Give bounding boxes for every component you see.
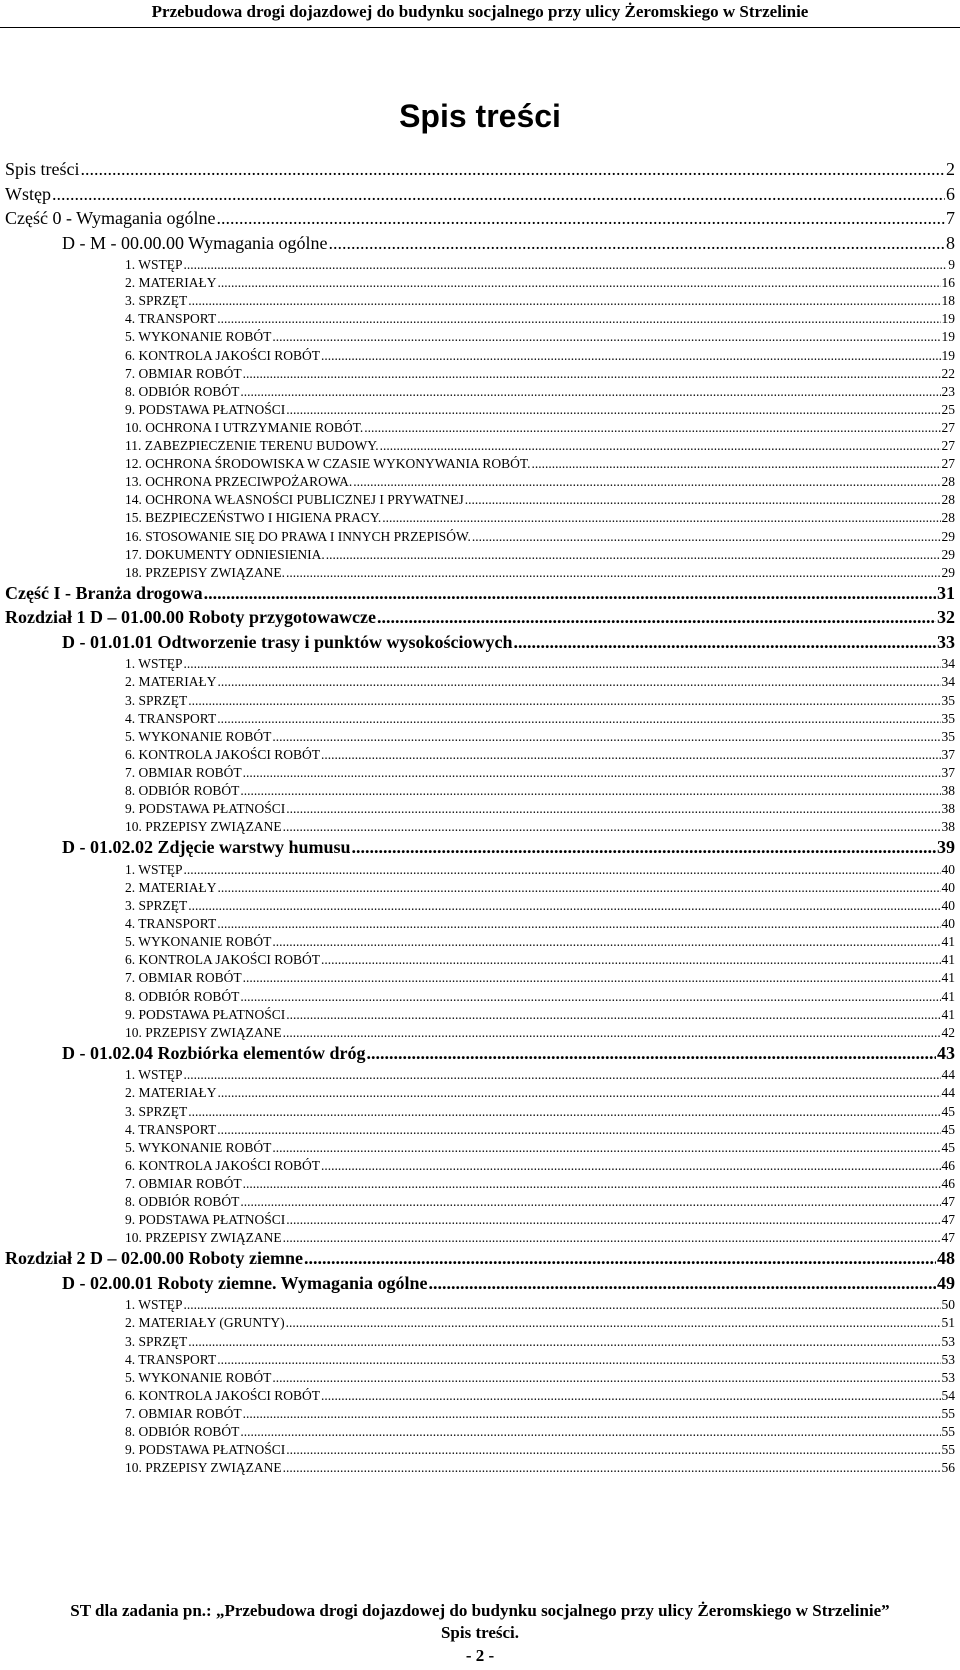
toc-entry-page: 53: [941, 1351, 955, 1367]
toc-entry-label: 5. WYKONANIE ROBÓT: [125, 1369, 272, 1385]
toc-leader-dots: [217, 311, 940, 327]
toc-entry-label: 18. PRZEPISY ZWIĄZANE.: [125, 564, 285, 580]
toc-entry-label: 6. KONTROLA JAKOŚCI ROBÓT: [125, 952, 321, 968]
toc-entry[interactable]: [5, 583, 955, 608]
toc-entry-label: 17. DOKUMENTY ODNIESIENIA.: [125, 546, 325, 562]
toc-leader-dots: [272, 934, 940, 950]
toc-entry-page: 29: [941, 528, 955, 544]
toc-leader-dots: [243, 366, 941, 382]
toc-entry[interactable]: [125, 952, 955, 970]
toc-entry-label: 3. SPRZĘT: [125, 692, 188, 708]
toc-entry[interactable]: [5, 607, 955, 632]
toc-leader-dots: [217, 916, 940, 932]
toc-entry[interactable]: [125, 1442, 955, 1460]
toc-entry[interactable]: [125, 934, 955, 952]
toc-entry[interactable]: [125, 1122, 955, 1140]
toc-entry[interactable]: [125, 1194, 955, 1212]
toc-entry-page: 42: [941, 1024, 955, 1040]
toc-entry[interactable]: [125, 1334, 955, 1352]
toc-entry[interactable]: [125, 492, 955, 510]
toc-leader-dots: [188, 293, 940, 309]
toc-entry-label: Rozdział 2 D – 02.00.00 Roboty ziemne: [5, 1248, 303, 1269]
toc-entry-page: 38: [941, 819, 955, 835]
toc-entry[interactable]: [125, 329, 955, 347]
toc-entry-label: 9. PODSTAWA PŁATNOŚCI: [125, 1212, 286, 1228]
toc-leader-dots: [321, 1158, 940, 1174]
toc-leader-dots: [286, 1442, 940, 1458]
toc-entry[interactable]: [125, 1067, 955, 1085]
toc-entry-page: 55: [941, 1424, 955, 1439]
toc-entry[interactable]: [125, 819, 955, 837]
toc-entry-page: 19: [941, 329, 955, 345]
toc-entry[interactable]: [125, 1297, 955, 1315]
toc-entry[interactable]: [62, 632, 955, 657]
toc-entry-page: 16: [941, 275, 955, 291]
toc-leader-dots: [272, 1140, 940, 1156]
toc-entry[interactable]: [125, 1352, 955, 1370]
toc-entry[interactable]: [125, 693, 955, 711]
toc-entry[interactable]: [125, 275, 955, 293]
toc-entry[interactable]: [125, 1460, 955, 1478]
toc-entry-label: 1. WSTĘP: [125, 656, 183, 672]
toc-entry[interactable]: [125, 1212, 955, 1230]
footer-line-1: ST dla zadania pn.: „Przebudowa drogi dojazdowej do budynku socjalnego przy ulicy Żeromskiego w Strzelinie”: [70, 1601, 890, 1620]
toc-leader-dots: [217, 711, 940, 727]
toc-entry-label: 3. SPRZĘT: [125, 898, 188, 913]
toc-entry-page: 34: [941, 656, 955, 672]
toc-entry-label: 1. WSTĘP: [125, 861, 183, 877]
toc-entry[interactable]: [62, 233, 955, 258]
toc-leader-dots: [286, 801, 940, 817]
toc-entry-label: 8. ODBIÓR ROBÓT: [125, 783, 240, 798]
page-title: Spis treści: [399, 98, 561, 134]
toc-entry-page: 40: [941, 898, 955, 913]
toc-entry-label: 1. WSTĘP: [125, 1297, 183, 1313]
toc-entry-label: 1. WSTĘP: [125, 257, 183, 272]
toc-entry-label: 10. PRZEPISY ZWIĄZANE: [125, 1024, 282, 1040]
toc-entry-label: 2. MATERIAŁY: [125, 674, 217, 690]
toc-leader-dots: [240, 1424, 940, 1440]
toc-entry-label: Spis treści: [5, 159, 80, 179]
toc-leader-dots: [184, 656, 941, 672]
toc-leader-dots: [514, 632, 936, 653]
toc-entry-label: 2. MATERIAŁY: [125, 275, 217, 291]
toc-leader-dots: [286, 565, 941, 581]
toc-leader-dots: [428, 1273, 936, 1294]
toc-entry-label: 1. WSTĘP: [125, 1067, 183, 1083]
toc-entry-label: 10. OCHRONA I UTRZYMANIE ROBÓT.: [125, 419, 364, 435]
toc-entry-page: 51: [941, 1315, 955, 1331]
toc-entry-page: 38: [941, 783, 955, 798]
toc-entry[interactable]: [125, 1025, 955, 1043]
toc-entry[interactable]: [125, 1424, 955, 1442]
toc-entry-label: 5. WYKONANIE ROBÓT: [125, 728, 272, 744]
toc-leader-dots: [243, 1176, 941, 1192]
toc-leader-dots: [240, 384, 940, 400]
toc-entry-label: 4. TRANSPORT: [125, 1351, 217, 1367]
toc-entry-page: 23: [941, 383, 955, 399]
toc-leader-dots: [188, 1334, 940, 1350]
toc-entry[interactable]: [62, 1043, 955, 1068]
toc-leader-dots: [352, 837, 936, 858]
toc-entry-page: 46: [941, 1157, 955, 1173]
toc-entry-page: 35: [941, 728, 955, 744]
toc-leader-dots: [240, 783, 940, 799]
toc-entry-label: 16. STOSOWANIE SIĘ DO PRAWA I INNYCH PRZEPISÓW.: [125, 528, 471, 544]
toc-entry[interactable]: [125, 801, 955, 819]
toc-entry-page: 25: [941, 401, 955, 417]
toc-entry[interactable]: [5, 159, 955, 184]
toc-entry-label: 6. KONTROLA JAKOŚCI ROBÓT: [125, 1157, 321, 1173]
toc-entry-page: 27: [941, 438, 955, 453]
toc-entry[interactable]: [125, 862, 955, 880]
toc-entry[interactable]: [5, 184, 955, 209]
toc-entry-label: 2. MATERIAŁY: [125, 879, 217, 895]
toc-entry-label: D - M - 00.00.00 Wymagania ogólne: [62, 232, 328, 253]
toc-entry[interactable]: [125, 747, 955, 765]
toc-entry-label: 10. PRZEPISY ZWIĄZANE: [125, 819, 282, 835]
toc-leader-dots: [218, 880, 941, 896]
toc-leader-dots: [240, 1194, 940, 1210]
toc-entry-page: 22: [941, 365, 955, 381]
toc-entry-label: 9. PODSTAWA PŁATNOŚCI: [125, 1442, 286, 1458]
toc-entry[interactable]: [5, 1248, 955, 1273]
toc-entry[interactable]: [125, 729, 955, 747]
toc-entry[interactable]: [125, 384, 955, 402]
toc-entry-label: 11. ZABEZPIECZENIE TERENU BUDOWY.: [125, 438, 379, 453]
toc-entry-page: 27: [941, 456, 955, 472]
toc-entry[interactable]: [125, 1370, 955, 1388]
toc-entry[interactable]: [125, 1315, 955, 1333]
toc-leader-dots: [240, 989, 940, 1005]
toc-entry-label: 13. OCHRONA PRZECIWPOŻAROWA.: [125, 474, 353, 490]
toc-leader-dots: [243, 1406, 941, 1422]
toc-entry-page: 39: [937, 837, 955, 858]
toc-entry[interactable]: [125, 1230, 955, 1248]
footer-line-2: Spis treści.: [440, 1623, 520, 1642]
toc-entry[interactable]: [125, 456, 955, 474]
toc-entry[interactable]: [125, 916, 955, 934]
toc-leader-dots: [366, 1043, 936, 1064]
toc-entry-page: 28: [941, 474, 955, 490]
toc-entry-label: 12. OCHRONA ŚRODOWISKA W CZASIE WYKONYWANIA ROBÓT.: [125, 456, 531, 472]
toc-entry[interactable]: [125, 438, 955, 456]
toc-entry-page: 46: [941, 1175, 955, 1191]
toc-leader-dots: [353, 474, 940, 490]
toc-entry-label: 7. OBMIAR ROBÓT: [125, 1175, 242, 1191]
toc-entry[interactable]: [125, 898, 955, 916]
toc-leader-dots: [283, 1230, 941, 1246]
toc-leader-dots: [243, 970, 941, 986]
toc-entry-label: 5. WYKONANIE ROBÓT: [125, 1139, 272, 1155]
toc-entry-page: 29: [941, 564, 955, 580]
toc-entry-label: D - 02.00.01 Roboty ziemne. Wymagania ogólne: [62, 1272, 428, 1293]
toc-leader-dots: [188, 1104, 940, 1120]
running-header: Przebudowa drogi dojazdowej do budynku socjalnego przy ulicy Żeromskiego w Strzelinie: [151, 2, 809, 21]
toc-entry-page: 19: [941, 347, 955, 363]
toc-entry-label: 8. ODBIÓR ROBÓT: [125, 988, 240, 1004]
header-rule: [0, 27, 960, 28]
toc-leader-dots: [52, 184, 945, 205]
toc-entry-label: 7. OBMIAR ROBÓT: [125, 764, 242, 780]
toc-entry[interactable]: [125, 565, 955, 583]
toc-entry-page: 35: [941, 710, 955, 726]
footer-page-number: - 2 -: [465, 1646, 495, 1665]
toc-entry[interactable]: [125, 1104, 955, 1122]
toc-entry-label: 4. TRANSPORT: [125, 1121, 217, 1137]
toc-entry-label: 6. KONTROLA JAKOŚCI ROBÓT: [125, 746, 321, 762]
toc-entry-page: 2: [946, 159, 955, 179]
toc-entry-label: 9. PODSTAWA PŁATNOŚCI: [125, 1006, 286, 1022]
toc-leader-dots: [283, 819, 941, 835]
toc-leader-dots: [204, 583, 936, 604]
toc-entry-label: Rozdział 1 D – 01.00.00 Roboty przygotowawcze: [5, 607, 376, 628]
toc-entry-label: 14. OCHRONA WŁASNOŚCI PUBLICZNEJ I PRYWATNEJ: [125, 492, 464, 508]
toc-entry-page: 47: [941, 1230, 955, 1246]
toc-leader-dots: [304, 1248, 936, 1269]
toc-entry[interactable]: [125, 1140, 955, 1158]
toc-entry-label: 4. TRANSPORT: [125, 916, 217, 932]
toc-entry-page: 48: [937, 1248, 955, 1269]
toc-entry-label: Wstęp: [5, 183, 51, 204]
toc-entry[interactable]: [125, 293, 955, 311]
toc-entry-label: 8. ODBIÓR ROBÓT: [125, 383, 240, 399]
toc-leader-dots: [329, 233, 945, 254]
toc-entry[interactable]: [125, 711, 955, 729]
toc-leader-dots: [283, 1460, 941, 1476]
toc-entry-label: 7. OBMIAR ROBÓT: [125, 970, 242, 986]
toc-entry-label: 6. KONTROLA JAKOŚCI ROBÓT: [125, 1387, 321, 1403]
toc-entry-page: 37: [941, 764, 955, 780]
toc-leader-dots: [243, 765, 941, 781]
toc-entry[interactable]: [125, 1388, 955, 1406]
toc-entry-label: 2. MATERIAŁY (GRUNTY): [125, 1315, 285, 1331]
toc-leader-dots: [321, 952, 940, 968]
toc-leader-dots: [184, 1297, 941, 1313]
toc-entry[interactable]: [125, 311, 955, 329]
toc-entry-label: D - 01.02.02 Zdjęcie warstwy humusu: [62, 837, 351, 858]
toc-leader-dots: [218, 1085, 941, 1101]
toc-entry-page: 40: [941, 861, 955, 877]
toc-entry[interactable]: [125, 510, 955, 528]
toc-entry-page: 47: [941, 1194, 955, 1209]
toc-leader-dots: [286, 1007, 940, 1023]
toc-entry-label: 8. ODBIÓR ROBÓT: [125, 1194, 240, 1209]
toc-leader-dots: [286, 402, 940, 418]
toc-entry-label: 7. OBMIAR ROBÓT: [125, 365, 242, 381]
toc-entry-page: 43: [937, 1042, 955, 1063]
toc-entry-page: 18: [941, 293, 955, 309]
toc-entry-label: 3. SPRZĘT: [125, 1103, 188, 1119]
toc-leader-dots: [465, 492, 941, 508]
toc-entry-page: 44: [941, 1067, 955, 1083]
toc-entry-page: 6: [946, 183, 955, 204]
toc-entry[interactable]: [125, 674, 955, 692]
toc-entry-page: 49: [937, 1272, 955, 1293]
toc-leader-dots: [184, 257, 948, 273]
toc-leader-dots: [81, 159, 946, 180]
toc-entry-page: 45: [941, 1139, 955, 1155]
toc-entry-label: 3. SPRZĘT: [125, 1333, 188, 1349]
toc-entry-label: 2. MATERIAŁY: [125, 1085, 217, 1101]
toc-entry-page: 9: [948, 257, 955, 272]
toc-entry-page: 28: [941, 510, 955, 526]
toc-leader-dots: [188, 693, 940, 709]
toc-entry-page: 27: [941, 419, 955, 435]
toc-entry-label: 7. OBMIAR ROBÓT: [125, 1405, 242, 1421]
toc-entry-page: 19: [941, 311, 955, 327]
toc-entry[interactable]: [125, 989, 955, 1007]
toc-leader-dots: [217, 208, 945, 229]
toc-leader-dots: [272, 1370, 940, 1386]
toc-entry[interactable]: [125, 1406, 955, 1424]
toc-leader-dots: [184, 1067, 941, 1083]
toc-entry[interactable]: [125, 348, 955, 366]
toc-entry[interactable]: [125, 547, 955, 565]
toc-entry-page: 41: [941, 988, 955, 1004]
toc-entry-page: 29: [941, 546, 955, 562]
toc-leader-dots: [286, 1212, 940, 1228]
toc-leader-dots: [321, 747, 940, 763]
toc-leader-dots: [286, 1315, 941, 1331]
toc-entry-page: 55: [941, 1442, 955, 1458]
toc-entry-page: 33: [937, 631, 955, 652]
toc-leader-dots: [321, 348, 940, 364]
toc-entry-page: 53: [941, 1333, 955, 1349]
toc-entry-page: 47: [941, 1212, 955, 1228]
toc-entry-page: 8: [946, 232, 955, 253]
toc-entry-label: 10. PRZEPISY ZWIĄZANE: [125, 1460, 282, 1476]
toc-entry-page: 41: [941, 970, 955, 986]
toc-entry-label: 5. WYKONANIE ROBÓT: [125, 329, 272, 345]
toc-leader-dots: [283, 1025, 941, 1041]
toc-entry-page: 55: [941, 1405, 955, 1421]
toc-entry[interactable]: [5, 208, 955, 233]
toc-entry-label: 15. BEZPIECZEŃSTWO I HIGIENA PRACY.: [125, 510, 382, 526]
toc-entry[interactable]: [125, 529, 955, 547]
toc-leader-dots: [217, 1352, 940, 1368]
toc-entry-page: 44: [941, 1085, 955, 1101]
toc-entry-label: 4. TRANSPORT: [125, 311, 217, 327]
toc-entry[interactable]: [125, 1176, 955, 1194]
toc-entry[interactable]: [125, 970, 955, 988]
toc-leader-dots: [364, 420, 940, 436]
toc-entry-page: 32: [937, 607, 955, 628]
toc-entry-label: D - 01.02.04 Rozbiórka elementów dróg: [62, 1042, 366, 1063]
toc-leader-dots: [184, 862, 941, 878]
toc-leader-dots: [218, 674, 941, 690]
toc-entry-page: 31: [937, 582, 955, 603]
toc-entry-page: 41: [941, 1006, 955, 1022]
toc-entry-page: 54: [941, 1387, 955, 1403]
toc-entry[interactable]: [125, 783, 955, 801]
toc-leader-dots: [188, 898, 940, 914]
toc-entry[interactable]: [125, 257, 955, 275]
toc-entry-page: 50: [941, 1297, 955, 1313]
toc-entry[interactable]: [125, 366, 955, 384]
toc-leader-dots: [272, 329, 940, 345]
toc-entry[interactable]: [125, 1085, 955, 1103]
toc-entry-page: 38: [941, 801, 955, 817]
toc-leader-dots: [377, 607, 936, 628]
toc-entry-page: 34: [941, 674, 955, 690]
toc-entry-page: 45: [941, 1121, 955, 1137]
toc-entry-label: 3. SPRZĘT: [125, 293, 188, 309]
toc-entry-page: 37: [941, 746, 955, 762]
toc-leader-dots: [532, 456, 941, 472]
toc-entry-page: 35: [941, 692, 955, 708]
toc-entry-page: 7: [946, 208, 955, 228]
toc-entry-label: 9. PODSTAWA PŁATNOŚCI: [125, 401, 286, 417]
toc-leader-dots: [218, 275, 941, 291]
toc-entry-label: 9. PODSTAWA PŁATNOŚCI: [125, 801, 286, 817]
toc-entry[interactable]: [125, 656, 955, 674]
toc-leader-dots: [217, 1122, 940, 1138]
toc-entry-label: Część I - Branża drogowa: [5, 582, 203, 603]
toc-entry-label: 4. TRANSPORT: [125, 710, 217, 726]
toc-entry[interactable]: [62, 837, 955, 862]
toc-entry-label: 6. KONTROLA JAKOŚCI ROBÓT: [125, 347, 321, 363]
toc-entry-page: 28: [941, 492, 955, 508]
toc-entry[interactable]: [125, 880, 955, 898]
toc-entry-page: 45: [941, 1103, 955, 1119]
toc-entry[interactable]: [125, 474, 955, 492]
toc-entry-label: 10. PRZEPISY ZWIĄZANE: [125, 1230, 282, 1246]
toc-entry-label: 8. ODBIÓR ROBÓT: [125, 1424, 240, 1439]
toc-leader-dots: [472, 529, 941, 545]
toc-leader-dots: [326, 547, 941, 563]
toc-entry-page: 41: [941, 934, 955, 950]
toc-entry[interactable]: [125, 1158, 955, 1176]
toc-leader-dots: [380, 438, 941, 454]
toc-leader-dots: [382, 510, 940, 526]
toc-entry[interactable]: [125, 1007, 955, 1025]
toc-entry-page: 40: [941, 916, 955, 932]
toc-entry-page: 41: [941, 952, 955, 968]
toc-entry-page: 53: [941, 1369, 955, 1385]
toc-leader-dots: [321, 1388, 940, 1404]
toc-entry-label: 5. WYKONANIE ROBÓT: [125, 934, 272, 950]
toc-entry[interactable]: [125, 402, 955, 420]
toc-entry[interactable]: [125, 765, 955, 783]
toc-leader-dots: [272, 729, 940, 745]
toc-entry[interactable]: [62, 1273, 955, 1298]
toc-entry-label: Część 0 - Wymagania ogólne: [5, 208, 216, 228]
toc-entry[interactable]: [125, 420, 955, 438]
toc-entry-label: D - 01.01.01 Odtworzenie trasy i punktów wysokościowych: [62, 631, 513, 652]
toc-entry-page: 56: [941, 1460, 955, 1476]
toc-entry-page: 40: [941, 879, 955, 895]
